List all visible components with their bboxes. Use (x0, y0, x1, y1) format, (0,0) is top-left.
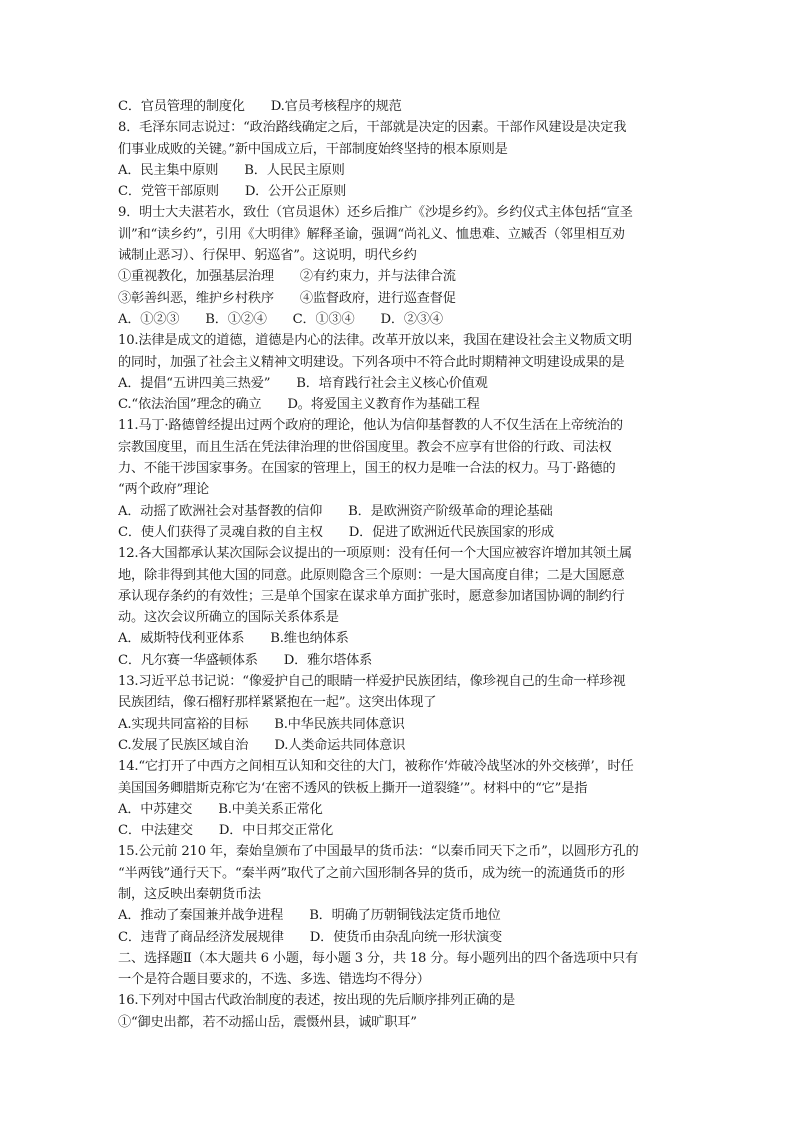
option-text: B.中美关系正常化 (218, 801, 323, 817)
line-text: A．动摇了欧洲社会对基督教的信仰 (118, 503, 323, 519)
text-line (118, 1012, 678, 1033)
text-line (118, 628, 678, 649)
line-text: C．违背了商品经济发展规律 (118, 929, 284, 945)
text-line (118, 288, 678, 309)
option-text: D．公开公正原则 (244, 184, 347, 200)
option-text: D．中日邦交正常化 (218, 823, 334, 839)
option-text: B.维也纳体系 (270, 631, 349, 647)
line-text: 9．明士大夫湛若水，致仕（官员退休）还乡后推广《沙堤乡约》。乡约仪式主体包括“宣圣 (118, 205, 633, 221)
option-text: B.中华民族共同体意识 (274, 716, 405, 732)
option-text: D．雅尔塔体系 (283, 652, 373, 668)
line-text: A．①②③ B．①②④ C．①③④ D．②③④ (118, 311, 443, 327)
text-line (118, 330, 678, 351)
line-text: A．民主集中原则 (118, 162, 219, 178)
line-text: 8．毛泽东同志说过：“政治路线确定之后，干部就是决定的因素。干部作风建设是决定我 (118, 120, 627, 136)
line-text: A．威斯特伐利亚体系 (118, 631, 245, 647)
line-text: A．中苏建交 (118, 801, 193, 817)
line-text: C．凡尔赛一华盛顿体系 (118, 652, 258, 668)
text-line (118, 415, 678, 436)
line-text: “半两钱”通行天下。“秦半两”取代了之前六国形制各异的货币，成为统一的流通货币的形 (118, 865, 625, 881)
text-line (118, 543, 678, 564)
text-line (118, 820, 678, 841)
line-text: C．使人们获得了灵魂自救的自主权 (118, 524, 323, 540)
line-text: A．推动了秦国兼并战争进程 (118, 908, 284, 924)
line-text: 12.各大国都承认某次国际会议提出的一项原则：没有任何一个大国应被容许增加其领土属 (118, 546, 632, 562)
option-text: D．促进了欧洲近代民族国家的形成 (348, 524, 554, 540)
text-line (118, 607, 678, 628)
line-text: 美国国务卿腊斯克称它为‘在密不透风的铁板上撕开一道裂缝’”。材料中的“它”是指 (118, 780, 588, 796)
text-line (118, 586, 678, 607)
line-text: 13.习近平总书记说：“像爱护自己的眼睛一样爱护民族团结，像珍视自己的生命一样珍视 (118, 674, 626, 690)
text-line (118, 224, 678, 245)
text-line (118, 202, 678, 223)
line-text: A．提倡“五讲四美三热爱” (118, 375, 271, 391)
line-text: ③彰善纠恶，维护乡村秩序 (118, 290, 274, 306)
option-text: ④监督政府，进行巡查督促 (299, 290, 456, 306)
line-text: 15.公元前 210 年，秦始皇颁布了中国最早的货币法：“以秦币同天下之币”，以圆形方孔的 (118, 844, 639, 860)
text-line (118, 160, 678, 181)
text-line (118, 927, 678, 948)
line-text: ①重视教化，加强基层治理 (118, 269, 274, 285)
text-line (118, 565, 678, 586)
text-line (118, 948, 678, 969)
option-text: D.人类命运共同体意识 (274, 737, 406, 753)
text-line (118, 714, 678, 735)
text-line (118, 863, 678, 884)
line-text: 二、选择题Ⅱ（本大题共 6 小题，每小题 3 分，共 18 分。每小题列出的四个备选项中只有 (118, 950, 639, 966)
line-text: 力、不能干涉国家事务。在国家的管理上，国王的权力是唯一合法的权力。马丁·路德的 (118, 461, 616, 477)
text-line (118, 479, 678, 500)
line-text: 11.马丁·路德曾经提出过两个政府的理论，他认为信仰基督教的人不仅生活在上帝统治的 (118, 418, 623, 434)
line-text: C．官员管理的制度化 (118, 99, 245, 114)
option-text: D。将爱国主义教育作为基础工程 (287, 397, 480, 413)
text-line (118, 437, 678, 458)
text-line (118, 394, 678, 415)
text-line (118, 692, 678, 713)
text-line (118, 884, 678, 905)
text-line (118, 181, 678, 202)
text-line (118, 522, 678, 543)
option-text: B．是欧洲资产阶级革命的理论基础 (348, 503, 553, 519)
line-text: 们事业成败的关键。”新中国成立后，干部制度始终坚持的根本原则是 (118, 141, 508, 157)
text-line (118, 756, 678, 777)
line-text: A.实现共同富裕的目标 (118, 716, 249, 732)
line-text: 诫制止恶习）、行保甲、躬巡省”。这说明，明代乡约 (118, 248, 417, 264)
line-text: 14.“它打开了中西方之间相互认知和交往的大门，被称作‘炸破冷战坚冰的外交核弹’，时任 (118, 759, 634, 775)
line-text: 地，除非得到其他大国的同意。此原则隐含三个原则：一是大国高度自律；二是大国愿意 (118, 567, 625, 583)
text-line (118, 245, 678, 266)
option-text: D.官员考核程序的规范 (270, 99, 402, 114)
option-text: B．培育践行社会主义核心价值观 (296, 375, 488, 391)
text-line (118, 458, 678, 479)
text-line (118, 969, 678, 990)
text-line (118, 990, 678, 1011)
text-line (118, 735, 678, 756)
line-text: 一个是符合题目要求的，不选、多选、错选均不得分） (118, 972, 430, 988)
text-line (118, 266, 678, 287)
line-text: C.发展了民族区域自治 (118, 737, 249, 753)
text-line (118, 373, 678, 394)
text-line (118, 671, 678, 692)
line-text: 的同时，加强了社会主义精神文明建设。下列各项中不符合此时期精神文明建设成果的是 (118, 354, 625, 370)
text-line (118, 139, 678, 160)
exam-page-text (118, 96, 678, 1033)
line-text: 制，这反映出秦朝货币法 (118, 886, 261, 902)
line-text: 动。这次会议所确立的国际关系体系是 (118, 610, 339, 626)
text-line (118, 841, 678, 862)
line-text: ①“御史出都，若不动摇山岳，震慑州县，诚旷职耳” (118, 1014, 417, 1030)
option-text: D．使货币由杂乱向统一形状演变 (309, 929, 502, 945)
line-text: 训”和“读乡约”，引用《大明律》解释圣谕，强调“尚礼义、恤患难、立臧否（邻里相互劝 (118, 226, 625, 242)
line-text: 民族团结，像石榴籽那样紧紧抱在一起”。这突出体现了 (118, 695, 437, 711)
text-line (118, 309, 678, 330)
line-text: C.“依法治国”理念的确立 (118, 397, 262, 413)
option-text: B．人民民主原则 (244, 162, 345, 178)
text-line (118, 96, 678, 117)
text-line (118, 799, 678, 820)
line-text: 10.法律是成文的道德，道德是内心的法律。改革开放以来，我国在建设社会主义物质文明 (118, 333, 632, 349)
line-text: 宗教国度里，而且生活在凭法律治理的世俗国度里。教会不应享有世俗的行政、司法权 (118, 439, 612, 455)
line-text: C．党管干部原则 (118, 184, 219, 200)
option-text: ②有约束力，并与法律合流 (299, 269, 456, 285)
line-text: C．中法建交 (118, 823, 193, 839)
text-line (118, 905, 678, 926)
option-text: B．明确了历朝铜钱法定货币地位 (309, 908, 501, 924)
line-text: 16.下列对中国古代政治制度的表述，按出现的先后顺序排列正确的是 (118, 993, 516, 1009)
text-line (118, 778, 678, 799)
text-line (118, 501, 678, 522)
text-line (118, 117, 678, 138)
line-text: 承认现存条约的有效性；三是单个国家在谋求单方面扩张时，愿意参加诸国协调的制约行 (118, 588, 625, 604)
text-line (118, 650, 678, 671)
line-text: “两个政府”理论 (118, 482, 210, 498)
text-line (118, 352, 678, 373)
